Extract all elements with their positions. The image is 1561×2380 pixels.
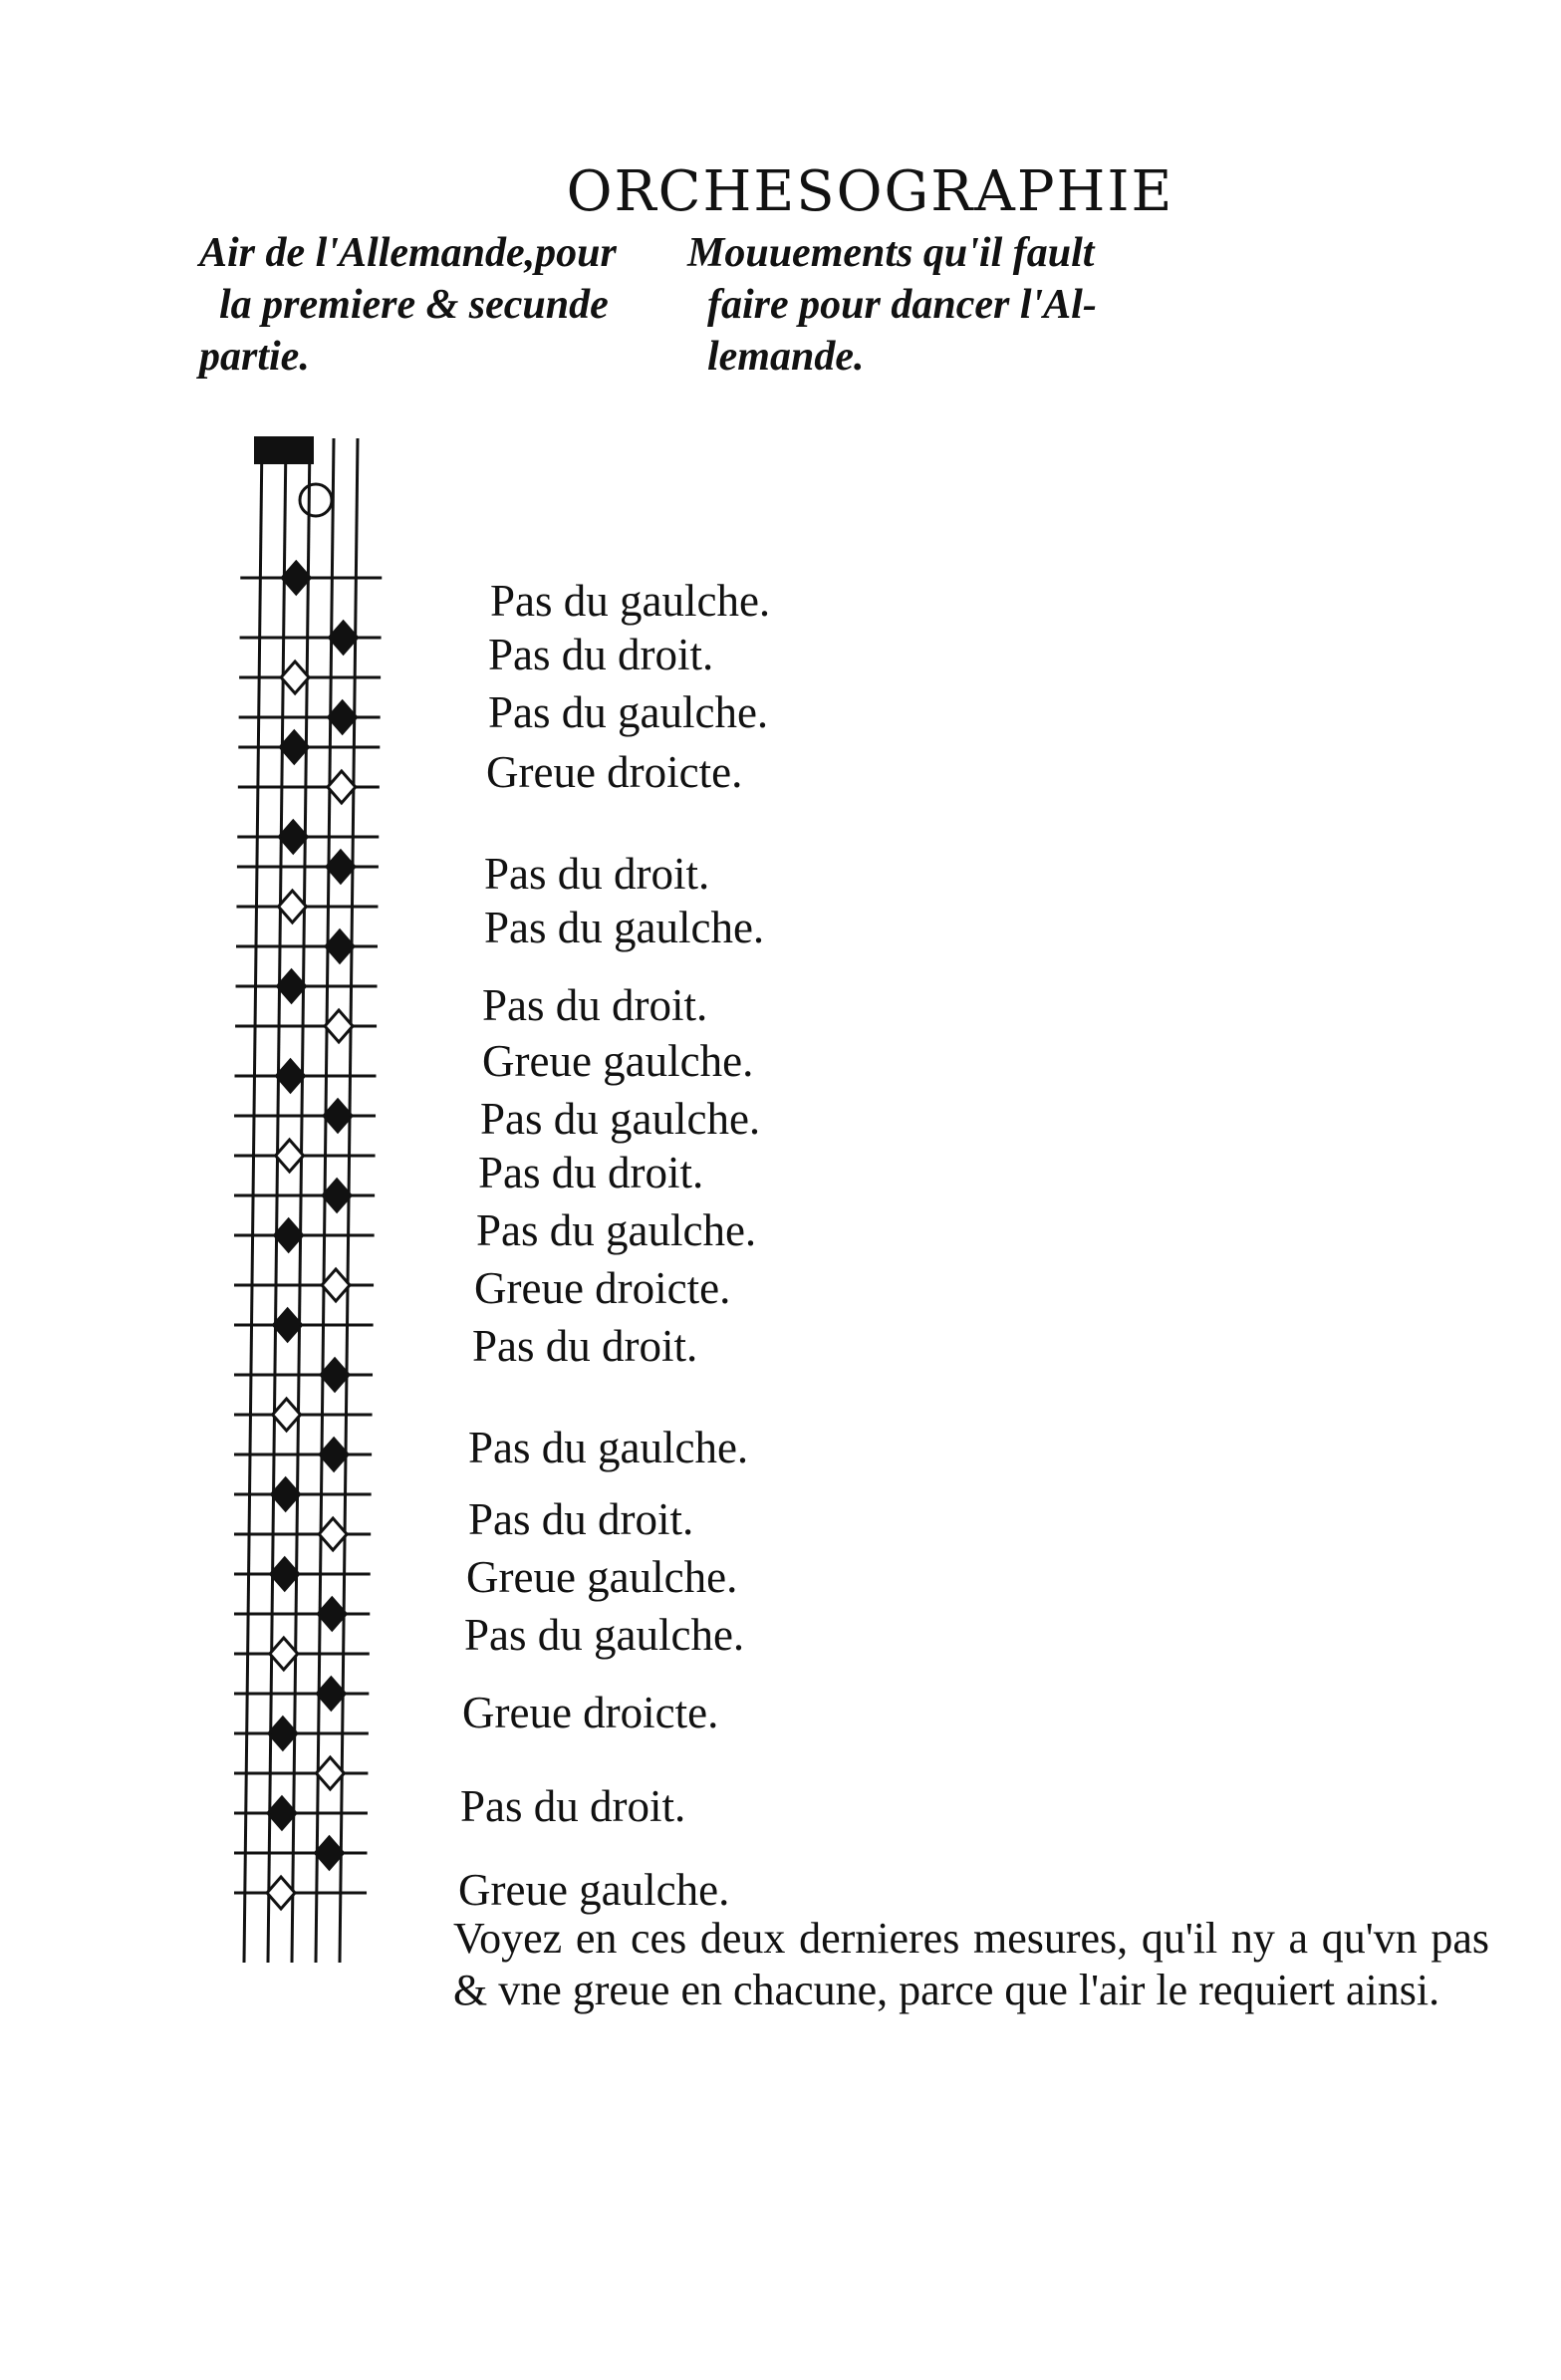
step-label: Pas du gaulche. — [476, 1205, 757, 1255]
air-heading-line: Air de l'Allemande,pour — [199, 230, 617, 276]
movement-heading-line: Mouuements qu'il fault — [687, 230, 1095, 276]
step-label: Pas du gaulche. — [488, 687, 769, 737]
note-head — [317, 1678, 345, 1710]
note-head — [316, 1837, 344, 1869]
note-head — [279, 821, 307, 853]
air-heading-line: partie. — [199, 334, 310, 380]
page-title: ORCHESOGRAPHIE — [566, 159, 1174, 224]
note-head — [277, 1060, 305, 1092]
note-head — [329, 701, 357, 733]
clef-mark — [300, 484, 332, 516]
step-label: Pas du droit. — [488, 630, 714, 679]
step-label: Greue droicte. — [462, 1688, 719, 1737]
step-label: Pas du droit. — [482, 980, 708, 1030]
note-head — [322, 1269, 350, 1301]
step-label: Pas du droit. — [478, 1148, 704, 1197]
note-head — [319, 1518, 347, 1550]
note-head — [320, 1439, 348, 1470]
note-head — [316, 1757, 344, 1789]
note-head — [275, 1219, 303, 1251]
note-head — [278, 970, 306, 1002]
movement-heading-line: lemande. — [707, 334, 865, 380]
note-head — [282, 562, 310, 594]
step-label: Pas du gaulche. — [480, 1094, 761, 1144]
step-label: Pas du droit. — [484, 849, 710, 899]
note-head — [276, 1140, 304, 1172]
note-head — [269, 1718, 297, 1749]
air-column-heading — [199, 227, 617, 383]
closing-note: Voyez en ces deux dernieres mesures, qu'il ny a qu'vn pas & vne greue en chacune, parce que l'air le requiert ainsi. — [453, 1914, 1489, 2014]
movement-heading-line: faire pour dancer l'Al- — [707, 282, 1097, 328]
note-head — [280, 731, 308, 763]
step-label: Greue gaulche. — [482, 1036, 754, 1086]
note-head — [328, 771, 356, 803]
note-head — [274, 1309, 302, 1341]
note-head — [321, 1359, 349, 1391]
note-head — [281, 661, 309, 693]
note-head — [325, 1010, 353, 1042]
note-head — [330, 622, 358, 654]
step-label: Pas du gaulche. — [484, 903, 765, 952]
step-label: Pas du gaulche. — [468, 1423, 749, 1472]
note-head — [273, 1399, 301, 1431]
note-head — [272, 1478, 300, 1510]
air-heading-line: la premiere & secunde — [219, 282, 609, 328]
note-head — [318, 1598, 346, 1630]
vertical-music-staff — [234, 428, 423, 1983]
note-head — [270, 1638, 298, 1670]
step-label: Greue droicte. — [474, 1263, 731, 1313]
movement-column-heading — [687, 227, 1097, 383]
note-head — [327, 851, 355, 883]
step-label: Pas du droit. — [472, 1321, 698, 1371]
step-label: Pas du gaulche. — [464, 1610, 745, 1660]
step-label: Pas du droit. — [460, 1781, 686, 1831]
note-head — [323, 1180, 351, 1211]
note-head — [267, 1877, 295, 1909]
step-label: Pas du gaulche. — [490, 576, 771, 626]
note-head — [271, 1558, 299, 1590]
note-head — [278, 891, 306, 923]
step-label: Greue gaulche. — [458, 1865, 730, 1915]
note-head — [268, 1797, 296, 1829]
step-label: Greue droicte. — [486, 747, 743, 797]
clef-mark — [254, 436, 314, 464]
step-label: Greue gaulche. — [466, 1552, 738, 1602]
note-head — [324, 1100, 352, 1132]
note-head — [326, 930, 354, 962]
step-label: Pas du droit. — [468, 1494, 694, 1544]
